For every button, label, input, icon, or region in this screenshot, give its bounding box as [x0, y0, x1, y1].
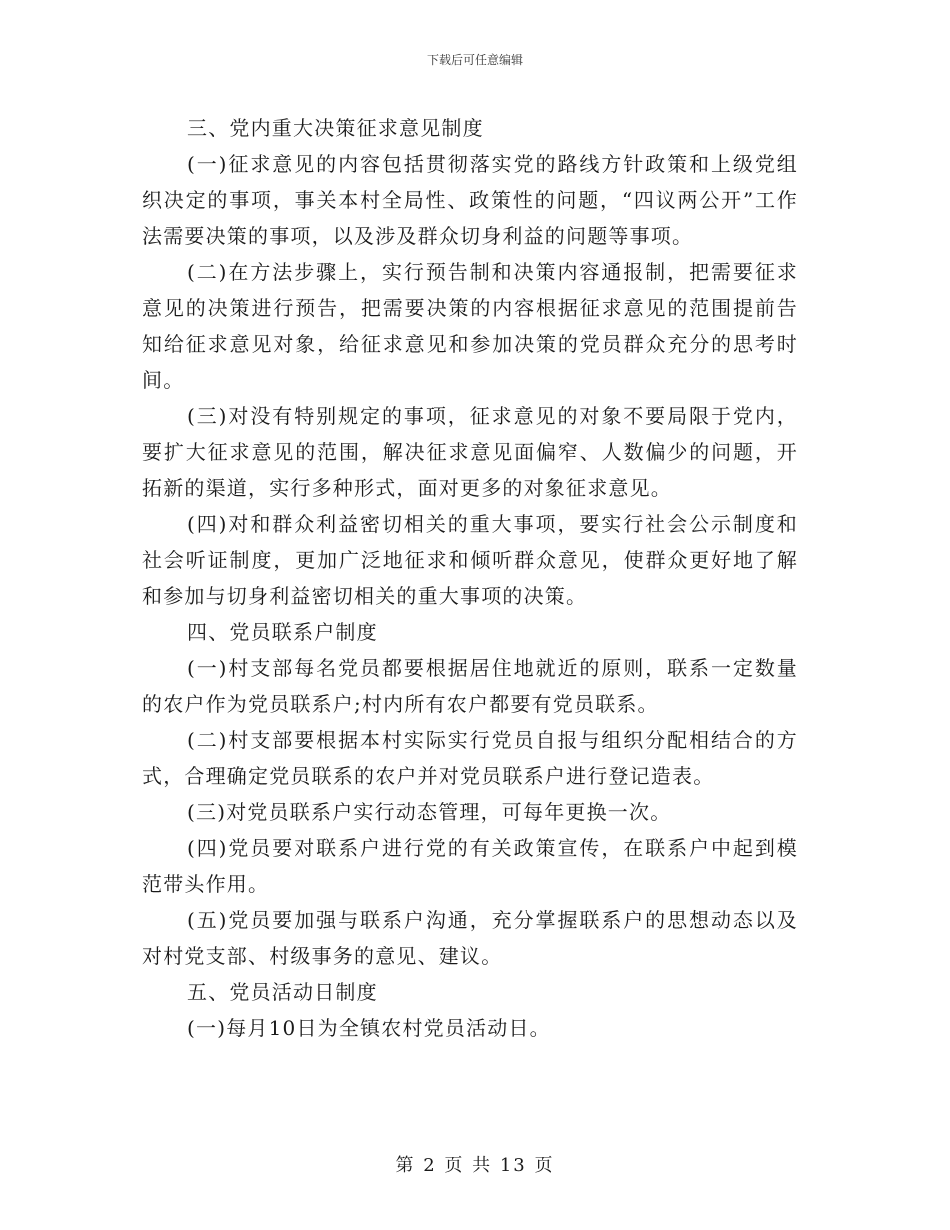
paragraph-3-2: (二)在方法步骤上，实行预告制和决策内容通报制，把需要征求意见的决策进行预告，把需要决策的内容根据征求意见的范围提前告知给征求意见对象，给征求意见和参加决策的党员群众充分的思考时间。	[142, 260, 798, 392]
section-heading-5: 五、党员活动日制度	[187, 980, 378, 1004]
section-heading-4: 四、党员联系户制度	[187, 620, 378, 644]
section-heading-3: 三、党内重大决策征求意见制度	[187, 116, 484, 140]
paragraph-5-1: (一)每月10日为全镇农村党员活动日。	[187, 1016, 551, 1040]
paragraph-4-2: (二)村支部要根据本村实际实行党员自报与组织分配相结合的方式，合理确定党员联系的农户并对党员联系户进行登记造表。	[142, 728, 798, 788]
paragraph-3-3: (三)对没有特别规定的事项，征求意见的对象不要局限于党内，要扩大征求意见的范围，解决征求意见面偏窄、人数偏少的问题，开拓新的渠道，实行多种形式，面对更多的对象征求意见。	[142, 404, 798, 500]
paragraph-4-5: (五)党员要加强与联系户沟通，充分掌握联系户的思想动态以及对村党支部、村级事务的意见、建议。	[142, 908, 798, 968]
paragraph-3-1: (一)征求意见的内容包括贯彻落实党的路线方针政策和上级党组织决定的事项，事关本村全局性、政策性的问题，“四议两公开”工作法需要决策的事项，以及涉及群众切身利益的问题等事项。	[142, 152, 798, 248]
paragraph-3-4: (四)对和群众利益密切相关的重大事项，要实行社会公示制度和社会听证制度，更加广泛地征求和倾听群众意见，使群众更好地了解和参加与切身利益密切相关的重大事项的决策。	[142, 512, 798, 608]
page-header-note: 下载后可任意编辑	[426, 53, 523, 67]
paragraph-4-4: (四)党员要对联系户进行党的有关政策宣传，在联系户中起到模范带头作用。	[142, 836, 798, 896]
paragraph-4-1: (一)村支部每名党员都要根据居住地就近的原则，联系一定数量的农户作为党员联系户;村内所有农户都要有党员联系。	[142, 656, 798, 716]
document-body	[142, 110, 798, 1046]
page-number: 第 2 页 共 13 页	[395, 1155, 555, 1176]
paragraph-4-3: (三)对党员联系户实行动态管理，可每年更换一次。	[187, 800, 672, 824]
